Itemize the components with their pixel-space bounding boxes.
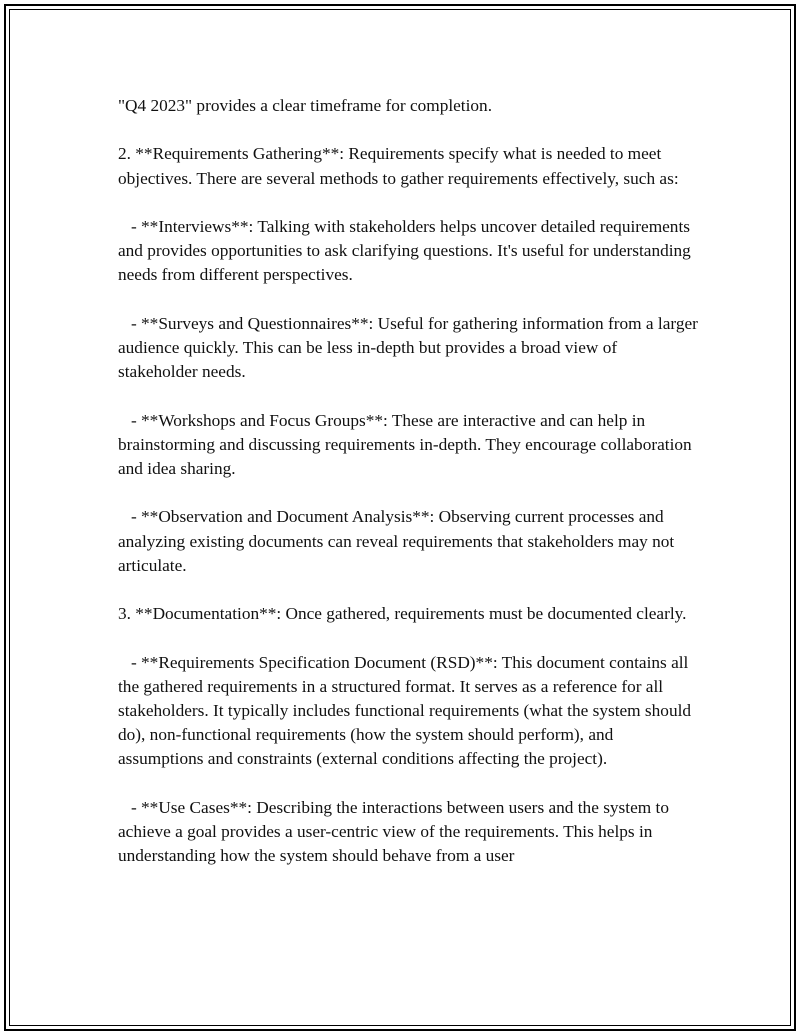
paragraph-timeframe: "Q4 2023" provides a clear timeframe for completion. (118, 96, 493, 115)
paragraph-surveys: - **Surveys and Questionnaires**: Useful for gathering information from a larger audience quickly. This can be less in-depth but provides a broad view of stakeholder needs. (118, 313, 703, 382)
document-body (118, 94, 703, 893)
paragraph-use-cases: - **Use Cases**: Describing the interactions between users and the system to achieve a goal provides a user-centric view of the requirements. This helps in understanding how the system should behave from a user (118, 797, 674, 866)
paragraph-rsd: - **Requirements Specification Document (RSD)**: This document contains all the gathered requirements in a structured format. It serves as a reference for all stakeholders. It typically includes functional requirements (what the system should do), non-functional requirements (how the system should perform), and assumptions and constraints (external conditions affecting the project). (118, 652, 696, 769)
paragraph-requirements-gathering: 2. **Requirements Gathering**: Requirements specify what is needed to meet objectives. There are several methods to gather requirements effectively, such as: (118, 144, 679, 188)
paragraph-workshops: - **Workshops and Focus Groups**: These are interactive and can help in brainstorming and discussing requirements in-depth. They encourage collaboration and idea sharing. (118, 410, 696, 478)
paragraph-interviews: - **Interviews**: Talking with stakeholders helps uncover detailed requirements and provides opportunities to ask clarifying questions. It's useful for understanding needs from different perspectives. (118, 216, 696, 285)
paragraph-observation: - **Observation and Document Analysis**: Observing current processes and analyzing existing documents can reveal requirements that stakeholders may not articulate. (118, 507, 679, 575)
paragraph-documentation: 3. **Documentation**: Once gathered, requirements must be documented clearly. (118, 604, 687, 624)
